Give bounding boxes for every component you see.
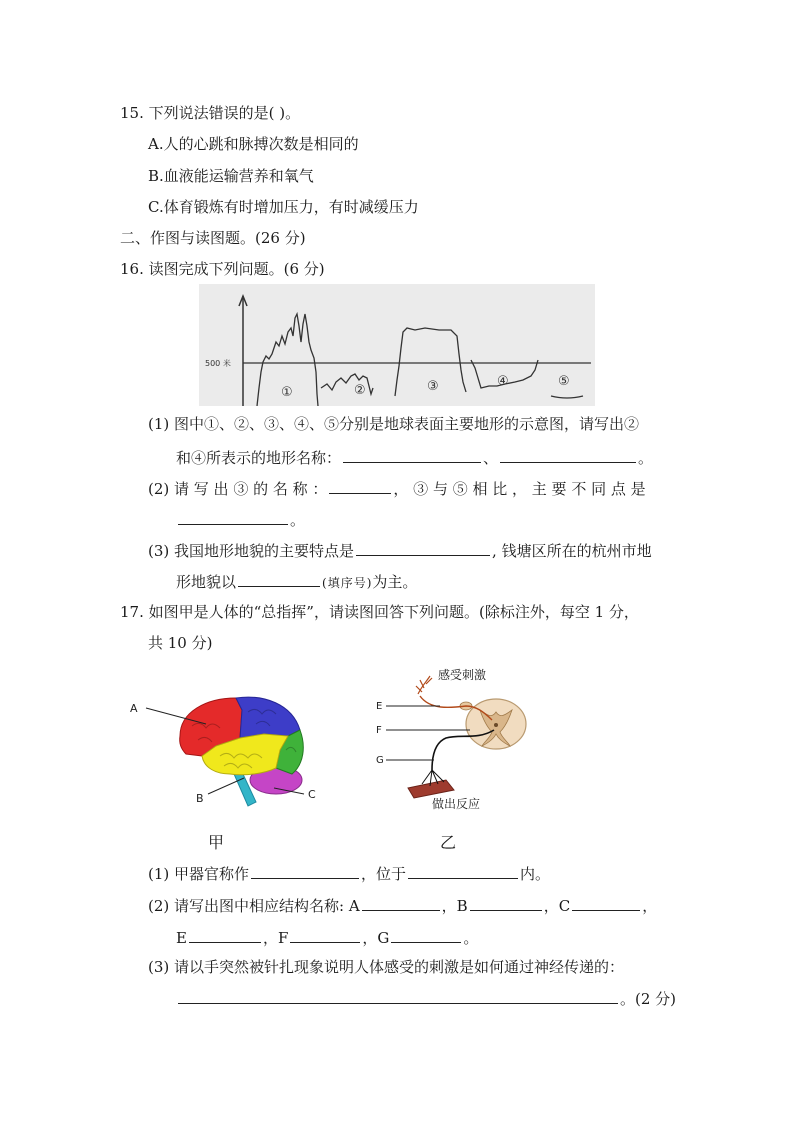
answer-blank-4[interactable] — [500, 446, 636, 463]
q16-sub3-handnote: (填序号) — [322, 576, 373, 590]
q17-sub2-g-label: ，G — [362, 929, 390, 947]
reflex-arc-diagram — [370, 662, 550, 812]
region-label-2: ② — [354, 383, 366, 398]
answer-blank-difference[interactable] — [178, 508, 288, 525]
q15-stem: 15. 下列说法错误的是( )。 — [120, 104, 301, 122]
q16-sub2-prompt: (2) 请 写 出 ③ 的 名 称 ： — [148, 480, 328, 498]
terrain-figure — [199, 284, 595, 406]
brain-label-b: B — [196, 792, 204, 805]
reflex-arc-figure — [370, 662, 550, 812]
q16-sub3-hangzhou: , 钱塘区所在的杭州市地 — [492, 542, 652, 560]
q16-sub2-end: 。 — [290, 511, 306, 529]
q16-sub1-line2 — [176, 446, 653, 468]
answer-blank-3-name[interactable] — [329, 477, 391, 494]
section2-title: 二、作图与读图题。(26 分) — [120, 229, 306, 247]
q15-option-a: A.人的心跳和脉搏次数是相同的 — [148, 135, 359, 153]
q17-sub2-line1 — [148, 894, 657, 916]
brain-label-a: A — [130, 702, 138, 715]
q17-sub2-e-label: E — [176, 929, 187, 947]
reflex-label-f: F — [376, 725, 382, 736]
answer-blank-f[interactable] — [290, 926, 360, 943]
q17-sub1-prompt: (1) 甲器官称作 — [148, 865, 250, 883]
q16-sub3-end: 为主。 — [372, 573, 418, 591]
caption-yi: 乙 — [440, 833, 457, 852]
brain-label-c: C — [308, 788, 316, 801]
terrain-profile-diagram — [199, 284, 595, 406]
answer-blank-e[interactable] — [189, 926, 261, 943]
q16-sub1-end: 。 — [638, 449, 654, 467]
response-label: 做出反应 — [432, 797, 481, 811]
region-label-1: ① — [281, 385, 293, 400]
q16-sub1-separator: 、 — [483, 449, 499, 467]
q16-sub3-line1 — [148, 539, 652, 561]
q17-stem-line2: 共 10 分) — [148, 634, 213, 652]
q15-option-c: C.体育锻炼有时增加压力，有时减缓压力 — [148, 198, 419, 216]
q17-sub2-c-label: ，C — [543, 897, 571, 915]
q17-sub2-line2 — [176, 926, 478, 948]
answer-blank-c[interactable] — [572, 894, 640, 911]
brain-figure — [124, 690, 334, 820]
region-label-4: ④ — [497, 374, 509, 389]
q17-sub2-f-label: ，F — [262, 929, 289, 947]
q17-sub2-end: 。 — [463, 929, 479, 947]
q15-option-b: B.血液能运输营养和氧气 — [148, 167, 314, 185]
answer-blank-hangzhou[interactable] — [238, 570, 320, 587]
region-label-5: ⑤ — [558, 374, 570, 389]
q16-sub3-line2 — [176, 570, 417, 593]
level-label: 500 米 — [205, 359, 231, 368]
answer-blank-b[interactable] — [470, 894, 542, 911]
answer-blank-china-terrain[interactable] — [356, 539, 490, 556]
region-label-3: ③ — [427, 379, 439, 394]
reflex-label-g: G — [376, 755, 384, 766]
answer-blank-a[interactable] — [362, 894, 440, 911]
q17-sub3-line1: (3) 请以手突然被针扎现象说明人体感受的刺激是如何通过神经传递的： — [148, 958, 625, 976]
reflex-label-e: E — [376, 701, 383, 712]
answer-blank-organ[interactable] — [251, 862, 359, 879]
q17-sub2-b-label: ，B — [441, 897, 468, 915]
q17-sub3-line2 — [176, 987, 676, 1009]
q17-sub1-location: ，位于 — [361, 865, 407, 883]
q17-sub1 — [148, 862, 550, 884]
q16-sub3-prompt2: 形地貌以 — [176, 573, 237, 591]
q16-sub1-line1: (1) 图中①、②、③、④、⑤分别是地球表面主要地形的示意图，请写出② — [148, 415, 640, 433]
q16-sub3-prompt: (3) 我国地形地貌的主要特点是 — [148, 542, 355, 560]
q17-sub1-end: 内。 — [520, 865, 551, 883]
q16-sub2-line2 — [176, 508, 305, 530]
q16-sub2-compare: ， ③ 与 ⑤ 相 比 ， 主 要 不 同 点 是 — [393, 480, 646, 498]
caption-jia: 甲 — [208, 833, 225, 852]
q16-sub1-prompt: 和④所表示的地形名称： — [176, 449, 342, 467]
q17-sub2-comma: ， — [642, 897, 658, 915]
answer-blank-2[interactable] — [343, 446, 481, 463]
q16-stem: 16. 读图完成下列问题。(6 分) — [120, 260, 325, 278]
brain-diagram — [124, 690, 334, 820]
q17-stem-line1: 17. 如图甲是人体的“总指挥”，请读图回答下列问题。(除标注外，每空 1 分， — [120, 603, 639, 621]
answer-blank-nerve-transmission[interactable] — [178, 987, 618, 1004]
answer-blank-location[interactable] — [408, 862, 518, 879]
q17-sub2-prompt: (2) 请写出图中相应结构名称: A — [148, 897, 360, 915]
answer-blank-g[interactable] — [391, 926, 461, 943]
q17-sub3-end: 。(2 分) — [620, 990, 677, 1008]
q16-sub2-line1 — [148, 477, 646, 499]
stimulus-label: 感受刺激 — [438, 668, 487, 682]
